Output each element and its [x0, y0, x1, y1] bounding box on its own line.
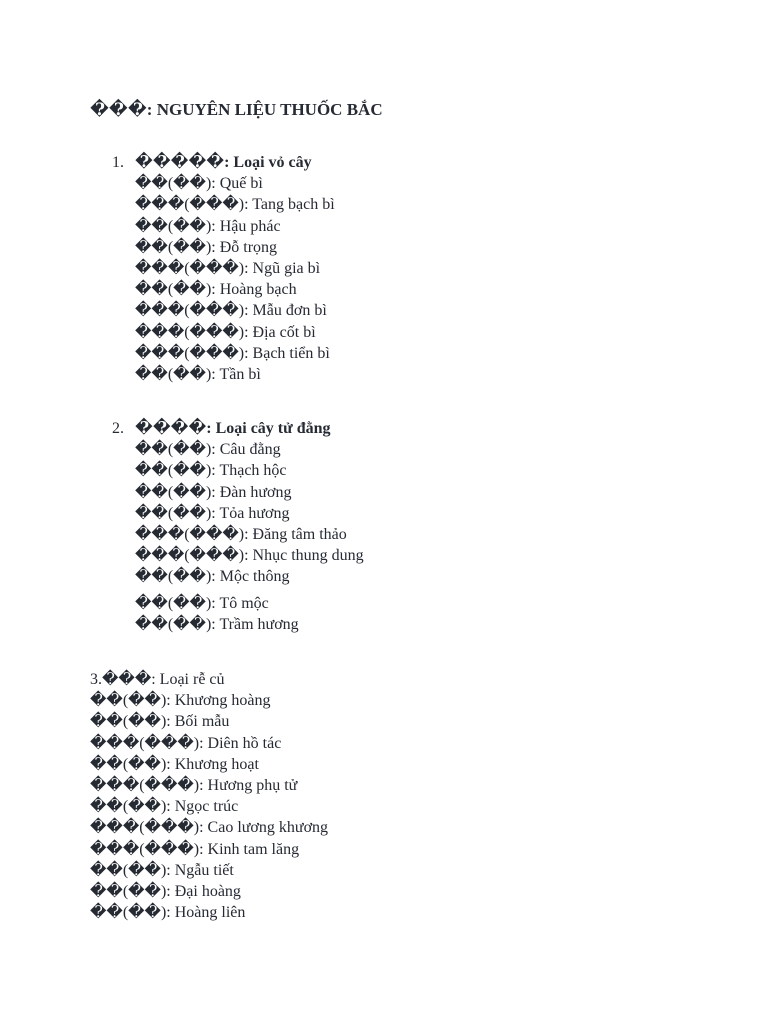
list-item: ��(��): Quế bì — [135, 175, 263, 193]
section-heading — [112, 418, 364, 439]
list-item: ��(��): Đỗ trọng — [135, 238, 278, 256]
list-item: ��(��): Tô mộc — [135, 594, 269, 612]
list-item: ��(��): Đại hoàng — [90, 882, 241, 900]
list-item: ��(��): Khương hoàng — [90, 692, 271, 710]
list-item: ��(��): Bối mẫu — [90, 713, 230, 731]
section-heading-text: ���: Loại rễ củ — [102, 671, 225, 688]
section-heading-text: ����: Loại cây tử đằng — [135, 420, 331, 437]
list-item: ���(���): Nhục thung dung — [135, 547, 364, 565]
section-number: 2. — [112, 420, 124, 437]
list-item: ��(��): Hoàng bạch — [135, 281, 297, 299]
list-item: ��(��): Đàn hương — [135, 483, 292, 501]
section-heading-text: �����: Loại vỏ cây — [135, 154, 312, 171]
list-item: ���(���): Kinh tam lăng — [90, 840, 300, 858]
list-item: ���(���): Hương phụ tử — [90, 776, 298, 794]
list-item: ��(��): Hoàng liên — [90, 904, 246, 922]
list-item: ���(���): Diên hồ tác — [90, 734, 282, 752]
section-bark — [112, 152, 335, 385]
section-heading — [90, 669, 328, 690]
list-item: ���(���): Tang bạch bì — [135, 196, 335, 214]
list-item: ��(��): Hậu phác — [135, 217, 281, 235]
section-vine — [112, 418, 364, 635]
list-item: ���(���): Cao lương khương — [90, 819, 329, 837]
list-item: ��(��): Ngẫu tiết — [90, 861, 234, 879]
list-item: ���(���): Mẫu đơn bì — [135, 302, 327, 320]
section-number: 3. — [90, 671, 102, 688]
list-item: ���(���): Bạch tiển bì — [135, 344, 330, 362]
list-item: ��(��): Câu đằng — [135, 441, 281, 459]
list-item: ���(���): Địa cốt bì — [135, 323, 316, 341]
list-item: ��(��): Ngọc trúc — [90, 798, 239, 816]
list-item: ��(��): Tần bì — [135, 365, 261, 383]
list-item: ��(��): Thạch hộc — [135, 462, 287, 480]
list-item: ��(��): Khương hoạt — [90, 755, 259, 773]
section-root — [90, 669, 328, 923]
list-item: ��(��): Mộc thông — [135, 568, 290, 586]
list-item: ���(���): Đăng tâm thảo — [135, 525, 347, 543]
document-title: ���: NGUYÊN LIỆU THUỐC BẮC — [90, 100, 383, 119]
section-number: 1. — [112, 154, 124, 171]
list-item: ��(��): Tỏa hương — [135, 504, 290, 522]
section-heading — [112, 152, 335, 173]
list-item: ��(��): Trầm hương — [135, 615, 299, 633]
list-item: ���(���): Ngũ gia bì — [135, 259, 321, 277]
